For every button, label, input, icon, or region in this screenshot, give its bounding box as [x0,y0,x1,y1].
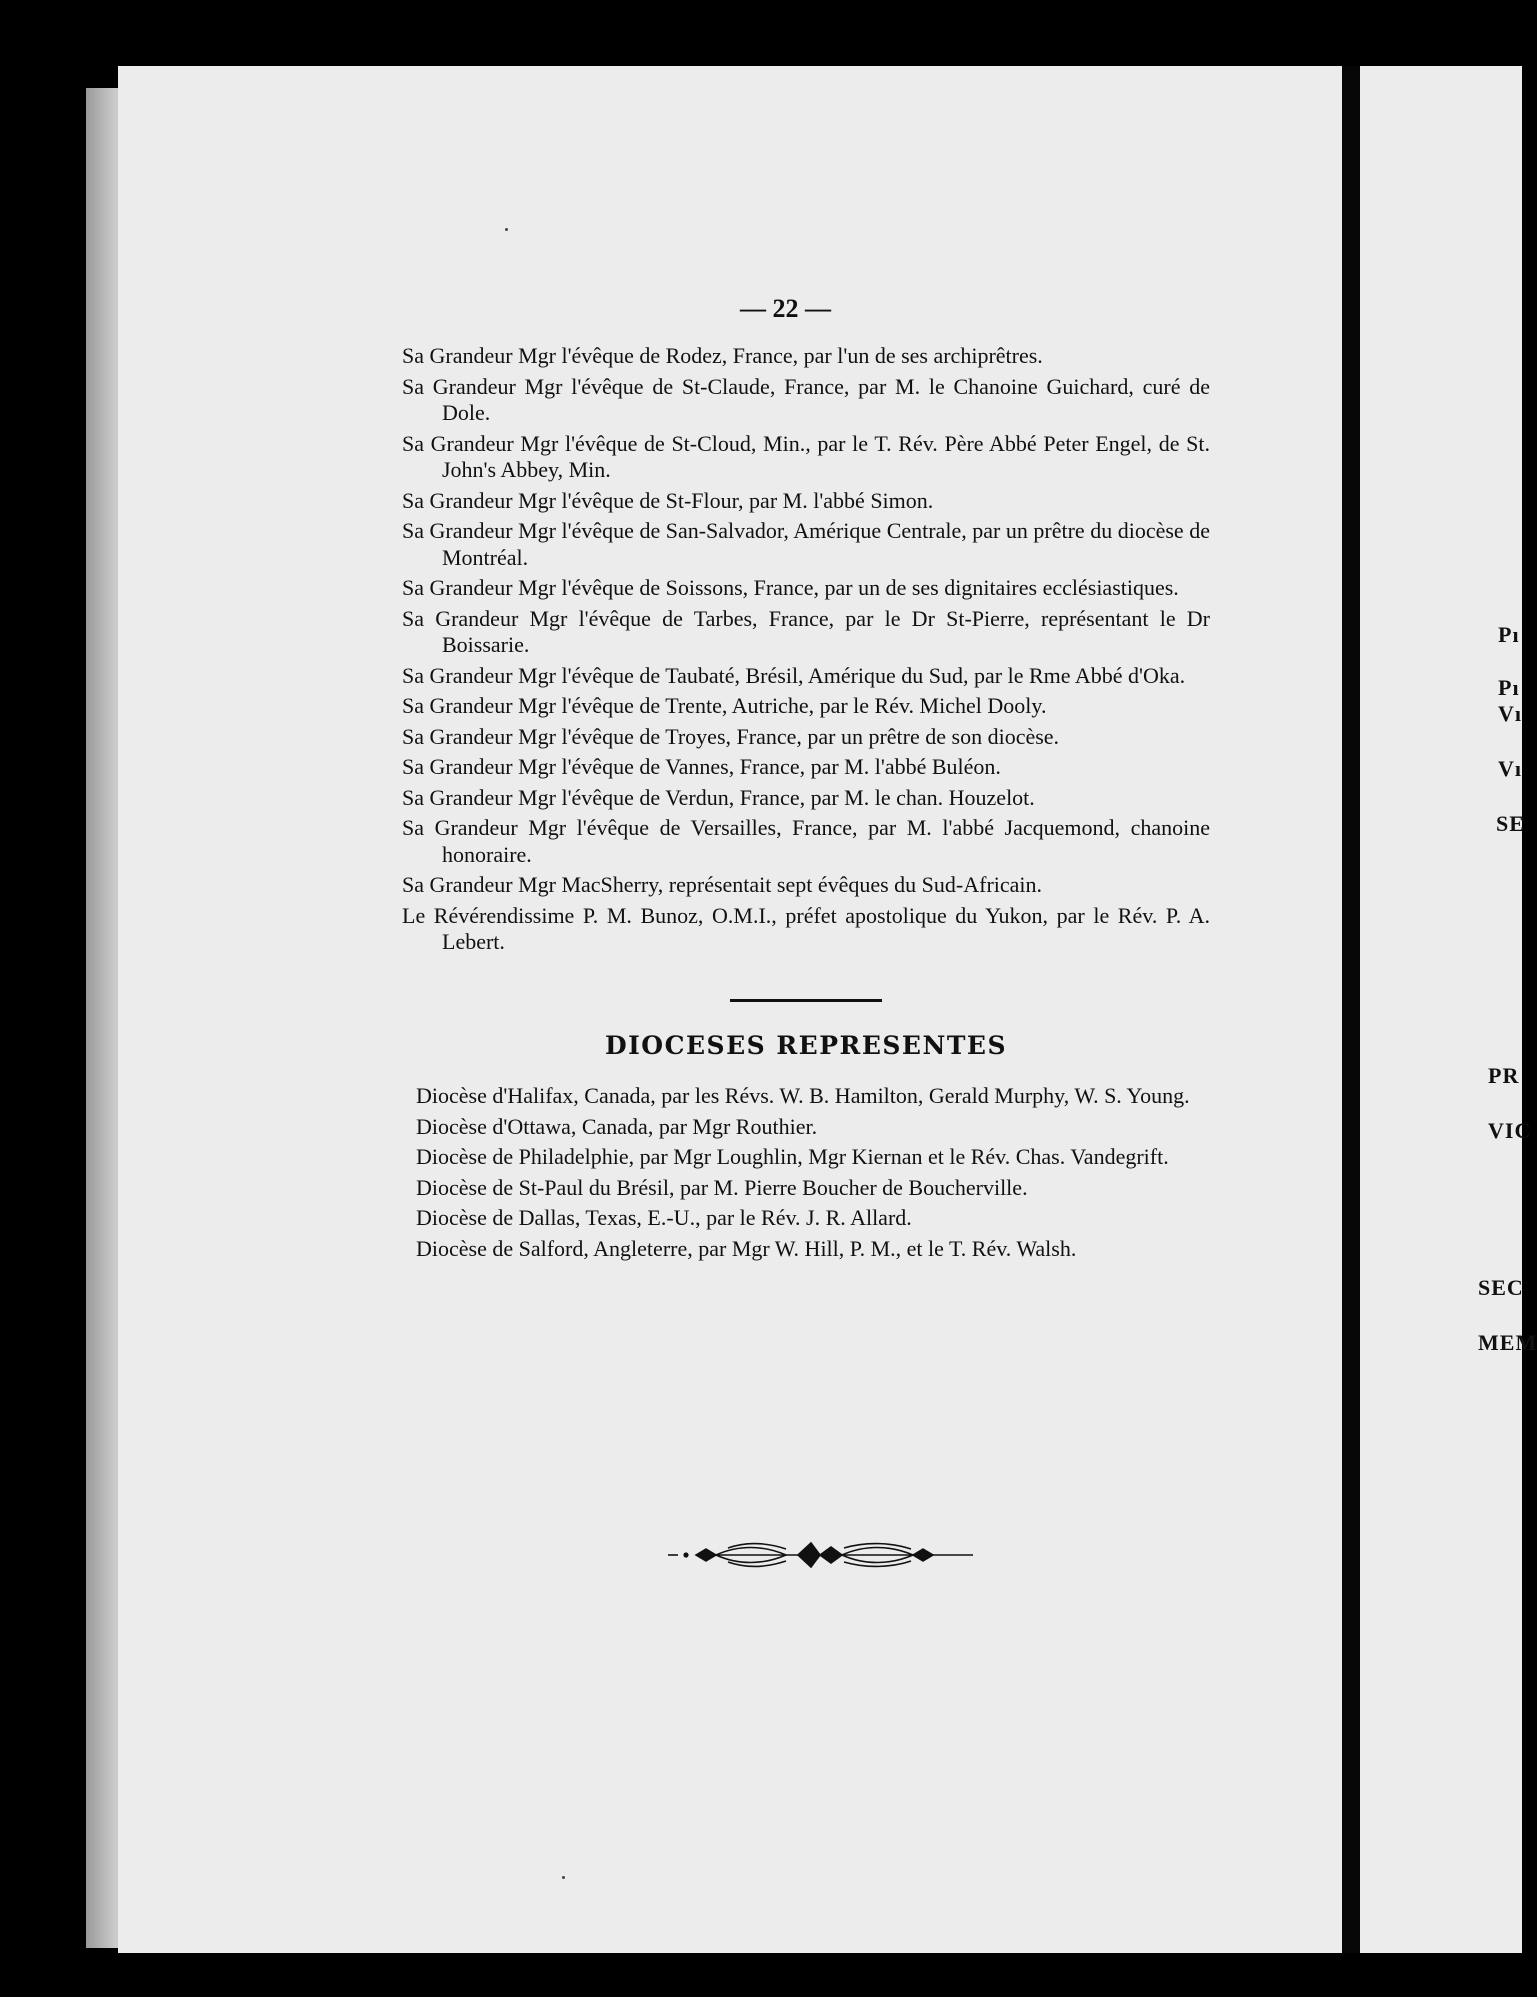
edge-word: VIC [1488,1118,1532,1143]
delegation-entry: Le Révérendissime P. M. Bunoz, O.M.I., préfet apostolique du Yukon, par le Rév. P. A. Lebert. [402,902,1210,954]
section-divider [730,999,882,1002]
delegation-entry: Sa Grandeur Mgr l'évêque de Tarbes, France, par le Dr St-Pierre, représentant le Dr Boissarie. [402,605,1210,657]
delegation-entry: Sa Grandeur Mgr l'évêque de Vannes, France, par M. l'abbé Buléon. [402,754,1001,779]
delegation-entry: Sa Grandeur Mgr l'évêque de San-Salvador, Amérique Centrale, par un prêtre du diocèse de Montréal. [402,518,1210,570]
edge-word: SE [1496,811,1525,836]
delegation-entry: Sa Grandeur Mgr l'évêque de Troyes, France, par un prêtre de son diocèse. [402,723,1060,749]
scan-speck [505,228,508,231]
edge-word: PR [1488,1063,1520,1088]
diocese-entry: Diocèse d'Halifax, Canada, par les Révs. W. B. Hamilton, Gerald Murphy, W. S. Young. [416,1083,1190,1108]
diocese-entry: Diocèse de Salford, Angleterre, par Mgr W. Hill, P. M., et le T. Rév. Walsh. [416,1235,1077,1261]
delegation-entry: Sa Grandeur Mgr l'évêque de St-Flour, par M. l'abbé Simon. [402,487,934,513]
diocese-entry: Diocèse de Philadelphie, par Mgr Loughlin, Mgr Kiernan et le Rév. Chas. Vandegrift. [416,1144,1169,1169]
page-number: — 22 — [740,294,831,323]
delegation-entry: Sa Grandeur Mgr l'évêque de St-Cloud, Min., par le T. Rév. Père Abbé Peter Engel, de St. John's Abbey, Min. [402,430,1210,482]
edge-word: Pı [1498,622,1520,647]
section-heading: DIOCESES REPRESENTES [604,1030,1008,1060]
delegation-entry: Sa Grandeur Mgr l'évêque de Verdun, France, par M. le chan. Houzelot. [402,784,1035,810]
scan-speck [562,1876,565,1879]
delegation-entry: Sa Grandeur Mgr l'évêque de Rodez, France, par l'un de ses archiprêtres. [402,343,1043,368]
edge-word: MEM [1478,1330,1537,1355]
delegation-entry: Sa Grandeur Mgr l'évêque de Soissons, France, par un de ses dignitaires ecclésiastiques. [402,575,1179,600]
delegation-entry: Sa Grandeur Mgr l'évêque de Taubaté, Brésil, Amérique du Sud, par le Rme Abbé d'Oka. [402,662,1186,688]
edge-word: Vı [1498,701,1522,726]
adjacent-page-edge [1360,66,1537,1953]
decorative-flourish-icon [668,1535,973,1575]
dioceses-list [416,1083,1210,1262]
delegation-entry: Sa Grandeur Mgr l'évêque de Versailles, France, par M. l'abbé Jacquemond, chanoine honoraire. [402,815,1210,867]
delegation-entry: Sa Grandeur Mgr l'évêque de Trente, Autriche, par le Rév. Michel Dooly. [402,693,1047,718]
diocese-entry: Diocèse de Dallas, Texas, E.-U., par le Rév. J. R. Allard. [416,1205,912,1230]
delegation-entry: Sa Grandeur Mgr l'évêque de St-Claude, France, par M. le Chanoine Guichard, curé de Dole. [402,373,1210,425]
edge-word: Pı [1498,675,1520,700]
edge-word: Vı [1498,756,1522,781]
page-content [402,343,1210,1266]
edge-word: SEC [1478,1275,1524,1300]
diocese-entry: Diocèse d'Ottawa, Canada, par Mgr Routhier. [416,1113,818,1139]
delegation-entry: Sa Grandeur Mgr MacSherry, représentait sept évêques du Sud-Africain. [402,872,1043,897]
diocese-entry: Diocèse de St-Paul du Brésil, par M. Pierre Boucher de Boucherville. [416,1174,1028,1200]
page-gutter [1342,66,1360,1953]
